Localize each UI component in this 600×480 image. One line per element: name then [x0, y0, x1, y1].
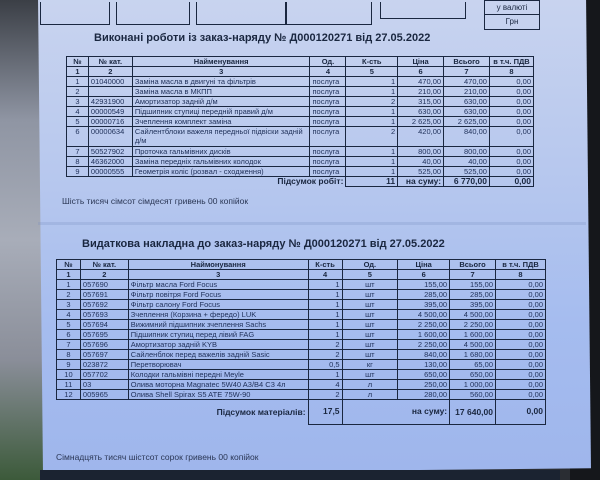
table-row: [57, 290, 546, 300]
item-name: Фільтр масла Ford Focus: [128, 280, 308, 290]
vat: 0,00: [496, 300, 546, 310]
catalog-number: 00000555: [88, 167, 132, 177]
catalog-number: [88, 87, 132, 97]
quantity: 1: [308, 280, 342, 290]
unit: послуга: [310, 97, 346, 107]
row-number: 9: [57, 360, 81, 370]
materials-amount-words: Сімнадцять тисяч шістсот сорок гривень 00 копійок: [56, 452, 259, 462]
row-number: 6: [67, 127, 89, 147]
total: 210,00: [444, 87, 490, 97]
price: 420,00: [398, 127, 444, 147]
total: 1 000,00: [450, 380, 496, 390]
total: 470,00: [444, 77, 490, 87]
total: 650,00: [450, 370, 496, 380]
item-name: Амортизатор задній д/м: [132, 97, 310, 107]
quantity: 1: [308, 300, 342, 310]
unit: послуга: [310, 77, 346, 87]
table-row: [57, 380, 546, 390]
quantity: 1: [346, 147, 398, 157]
price: 2 250,00: [398, 320, 450, 330]
unit: послуга: [310, 147, 346, 157]
col-header: К-сть: [308, 260, 342, 270]
item-name: Проточка гальмівних дисків: [132, 147, 310, 157]
catalog-number: 50527902: [88, 147, 132, 157]
quantity: 1: [346, 157, 398, 167]
quantity: 1: [308, 290, 342, 300]
price: 130,00: [398, 360, 450, 370]
summary-total: 6 770,00: [444, 177, 490, 187]
catalog-number: 057694: [80, 320, 128, 330]
row-number: 9: [67, 167, 89, 177]
catalog-number: 057690: [80, 280, 128, 290]
price: 630,00: [398, 107, 444, 117]
catalog-number: 057692: [80, 300, 128, 310]
catalog-number: 023872: [80, 360, 128, 370]
col-number: 3: [128, 270, 308, 280]
total: 630,00: [444, 107, 490, 117]
total: 4 500,00: [450, 310, 496, 320]
col-number: 8: [489, 67, 533, 77]
col-header: №: [67, 57, 89, 67]
catalog-number: 00000549: [88, 107, 132, 117]
vat: 0,00: [489, 157, 533, 167]
vat: 0,00: [496, 380, 546, 390]
price: 2 625,00: [398, 117, 444, 127]
summary-qty: 11: [346, 177, 398, 187]
price: 155,00: [398, 280, 450, 290]
item-name: Заміна передніх гальмівних колодок: [132, 157, 310, 167]
works-summary-row: [67, 177, 534, 187]
total: 155,00: [450, 280, 496, 290]
vat: 0,00: [489, 117, 533, 127]
total: 1 600,00: [450, 330, 496, 340]
unit: шт: [342, 300, 398, 310]
materials-table: [56, 259, 546, 425]
price: 650,00: [398, 370, 450, 380]
quantity: 1: [346, 117, 398, 127]
vat: 0,00: [489, 107, 533, 117]
currency-box: [484, 0, 540, 30]
header-box: [380, 2, 466, 19]
table-row: [67, 157, 534, 167]
item-name: Геометрія коліс (розвал - сходження): [132, 167, 310, 177]
item-name: Перетворювач: [128, 360, 308, 370]
unit: послуга: [310, 107, 346, 117]
row-number: 3: [57, 300, 81, 310]
col-number: 6: [398, 270, 450, 280]
catalog-number: 057693: [80, 310, 128, 320]
col-header: Ціна: [398, 260, 450, 270]
item-name: Підшипник ступиц перед лівий FAG: [128, 330, 308, 340]
table-row: [67, 87, 534, 97]
price: 1 600,00: [398, 330, 450, 340]
catalog-number: 057696: [80, 340, 128, 350]
works-header-row: [67, 57, 534, 67]
total: 560,00: [450, 390, 496, 400]
row-number: 12: [57, 390, 81, 400]
summary-vat: 0,00: [489, 177, 533, 187]
unit: шт: [342, 340, 398, 350]
quantity: 1: [346, 77, 398, 87]
quantity: 2: [346, 97, 398, 107]
works-amount-words: Шість тисяч сімсот сімдесят гривень 00 копійок: [62, 196, 249, 206]
quantity: 4: [308, 380, 342, 390]
col-header: № кат.: [88, 57, 132, 67]
summary-qty: 17,5: [308, 400, 342, 425]
summary-label: Підсумок матеріалів:: [216, 406, 306, 417]
vat: 0,00: [496, 290, 546, 300]
unit: послуга: [310, 87, 346, 97]
row-number: 5: [57, 320, 81, 330]
col-number: 8: [496, 270, 546, 280]
item-name: Сайлентблоки важеля передньої підвіски задній д/м: [132, 127, 310, 147]
summary-sum-label: на суму:: [398, 177, 444, 187]
materials-header-row: [57, 260, 546, 270]
total: 2 250,00: [450, 320, 496, 330]
item-name: Колодки гальмівні передні Meyle: [128, 370, 308, 380]
works-colnum-row: [67, 67, 534, 77]
summary-label: Підсумок робіт:: [277, 176, 344, 187]
materials-summary-row: [57, 400, 546, 425]
table-row: [57, 300, 546, 310]
quantity: 2: [308, 340, 342, 350]
item-name: Вижимний підшипник зчеплення Sachs: [128, 320, 308, 330]
table-row: [67, 97, 534, 107]
unit: л: [342, 380, 398, 390]
header-box: [116, 2, 190, 25]
vat: 0,00: [489, 77, 533, 87]
quantity: 1: [308, 370, 342, 380]
quantity: 1: [308, 320, 342, 330]
col-header: Найменування: [132, 57, 310, 67]
catalog-number: 005965: [80, 390, 128, 400]
unit: шт: [342, 310, 398, 320]
works-table: [66, 56, 534, 187]
bottom-edge: [40, 470, 560, 480]
vat: 0,00: [489, 97, 533, 107]
total: 1 680,00: [450, 350, 496, 360]
row-number: 7: [67, 147, 89, 157]
item-name: Олива Shell Spirax S5 ATE 75W-90: [128, 390, 308, 400]
col-number: 1: [67, 67, 89, 77]
vat: 0,00: [496, 340, 546, 350]
catalog-number: 057695: [80, 330, 128, 340]
table-row: [67, 117, 534, 127]
col-number: 3: [132, 67, 310, 77]
unit: шт: [342, 370, 398, 380]
row-number: 6: [57, 330, 81, 340]
col-number: 2: [88, 67, 132, 77]
unit: шт: [342, 320, 398, 330]
materials-title: Видаткова накладна до заказ-наряду № Д000120271 від 27.05.2022: [82, 238, 445, 250]
total: 4 500,00: [450, 340, 496, 350]
total: 395,00: [450, 300, 496, 310]
price: 210,00: [398, 87, 444, 97]
vat: 0,00: [496, 390, 546, 400]
table-row: [67, 107, 534, 117]
vat: 0,00: [496, 320, 546, 330]
total: 2 625,00: [444, 117, 490, 127]
col-header: Всього: [450, 260, 496, 270]
price: 280,00: [398, 390, 450, 400]
quantity: 1: [346, 87, 398, 97]
row-number: 4: [67, 107, 89, 117]
quantity: 1: [308, 330, 342, 340]
quantity: 2: [308, 390, 342, 400]
catalog-number: 057702: [80, 370, 128, 380]
catalog-number: 057697: [80, 350, 128, 360]
vat: 0,00: [496, 360, 546, 370]
price: 250,00: [398, 380, 450, 390]
table-row: [57, 280, 546, 290]
col-header: Од.: [342, 260, 398, 270]
col-number: 2: [80, 270, 128, 280]
price: 4 500,00: [398, 310, 450, 320]
col-header: № кат.: [80, 260, 128, 270]
quantity: 1: [346, 167, 398, 177]
paper-fold: [38, 222, 586, 225]
catalog-number: 03: [80, 380, 128, 390]
price: 840,00: [398, 350, 450, 360]
vat: 0,00: [496, 280, 546, 290]
vat: 0,00: [489, 87, 533, 97]
price: 40,00: [398, 157, 444, 167]
col-header: Всього: [444, 57, 490, 67]
total: 525,00: [444, 167, 490, 177]
summary-vat: 0,00: [496, 400, 546, 425]
table-row: [67, 167, 534, 177]
row-number: 3: [67, 97, 89, 107]
item-name: Фільтр повітря Ford Focus: [128, 290, 308, 300]
total: 40,00: [444, 157, 490, 167]
table-row: [67, 127, 534, 147]
table-row: [57, 370, 546, 380]
row-number: 5: [67, 117, 89, 127]
row-number: 1: [67, 77, 89, 87]
col-header: в т.ч. ПДВ: [496, 260, 546, 270]
vat: 0,00: [489, 147, 533, 157]
unit: послуга: [310, 167, 346, 177]
row-number: 7: [57, 340, 81, 350]
item-name: Зчеплення комплект заміна: [132, 117, 310, 127]
unit: послуга: [310, 127, 346, 147]
currency-label: у валюті: [485, 1, 539, 15]
table-row: [67, 147, 534, 157]
col-number: 7: [450, 270, 496, 280]
vat: 0,00: [496, 350, 546, 360]
price: 315,00: [398, 97, 444, 107]
unit: шт: [342, 290, 398, 300]
total: 630,00: [444, 97, 490, 107]
currency-value: Грн: [505, 17, 519, 26]
header-box: [196, 2, 286, 25]
header-box: [286, 2, 372, 25]
col-number: 4: [310, 67, 346, 77]
unit: шт: [342, 350, 398, 360]
row-number: 8: [67, 157, 89, 167]
item-name: Фільтр салону Ford Focus: [128, 300, 308, 310]
quantity: 1: [308, 310, 342, 320]
catalog-number: 00000716: [88, 117, 132, 127]
col-header: №: [57, 260, 81, 270]
col-number: 5: [342, 270, 398, 280]
col-header: К-сть: [346, 57, 398, 67]
table-row: [57, 360, 546, 370]
col-number: 4: [308, 270, 342, 280]
vat: 0,00: [496, 330, 546, 340]
col-header: Од.: [310, 57, 346, 67]
vat: 0,00: [496, 310, 546, 320]
item-name: Олива моторна Magnatec 5W40 A3/B4 C3 4л: [128, 380, 308, 390]
col-number: 7: [444, 67, 490, 77]
item-name: Зчеплення (Корзина + фередо) LUK: [128, 310, 308, 320]
price: 525,00: [398, 167, 444, 177]
row-number: 2: [57, 290, 81, 300]
item-name: Заміна масла в МКПП: [132, 87, 310, 97]
price: 395,00: [398, 300, 450, 310]
price: 2 250,00: [398, 340, 450, 350]
catalog-number: 42931900: [88, 97, 132, 107]
row-number: 11: [57, 380, 81, 390]
col-number: 6: [398, 67, 444, 77]
item-name: Сайленблок перед важелів задній Sasic: [128, 350, 308, 360]
quantity: 2: [346, 127, 398, 147]
row-number: 4: [57, 310, 81, 320]
unit: послуга: [310, 157, 346, 167]
col-number: 5: [346, 67, 398, 77]
price: 470,00: [398, 77, 444, 87]
quantity: 2: [308, 350, 342, 360]
total: 65,00: [450, 360, 496, 370]
price: 285,00: [398, 290, 450, 300]
vat: 0,00: [489, 167, 533, 177]
vat: 0,00: [496, 370, 546, 380]
unit: шт: [342, 280, 398, 290]
total: 840,00: [444, 127, 490, 147]
item-name: Заміна масла в двигуні та фільтрів: [132, 77, 310, 87]
catalog-number: 057691: [80, 290, 128, 300]
col-header: Наймонування: [128, 260, 308, 270]
unit: кг: [342, 360, 398, 370]
table-row: [57, 340, 546, 350]
catalog-number: 01040000: [88, 77, 132, 87]
top-header-boxes: [60, 0, 540, 28]
table-row: [57, 350, 546, 360]
total: 285,00: [450, 290, 496, 300]
col-header: в т.ч. ПДВ: [489, 57, 533, 67]
works-title: Виконані роботи із заказ-наряду № Д000120271 від 27.05.2022: [94, 32, 431, 44]
unit: л: [342, 390, 398, 400]
col-header: Ціна: [398, 57, 444, 67]
item-name: Амортизатор задній KYB: [128, 340, 308, 350]
table-row: [57, 390, 546, 400]
summary-total: 17 640,00: [450, 400, 496, 425]
row-number: 10: [57, 370, 81, 380]
item-name: Підшипник ступиці передній правий д/м: [132, 107, 310, 117]
total: 800,00: [444, 147, 490, 157]
table-row: [67, 77, 534, 87]
vat: 0,00: [489, 127, 533, 147]
unit: шт: [342, 330, 398, 340]
header-box: [40, 2, 110, 25]
table-row: [57, 330, 546, 340]
catalog-number: 00000634: [88, 127, 132, 147]
catalog-number: 46362000: [88, 157, 132, 167]
table-row: [57, 320, 546, 330]
unit: послуга: [310, 117, 346, 127]
quantity: 1: [346, 107, 398, 117]
quantity: 0,5: [308, 360, 342, 370]
table-row: [57, 310, 546, 320]
row-number: 8: [57, 350, 81, 360]
row-number: 1: [57, 280, 81, 290]
row-number: 2: [67, 87, 89, 97]
price: 800,00: [398, 147, 444, 157]
col-number: 1: [57, 270, 81, 280]
materials-colnum-row: [57, 270, 546, 280]
summary-sum-label: на суму:: [342, 400, 450, 425]
